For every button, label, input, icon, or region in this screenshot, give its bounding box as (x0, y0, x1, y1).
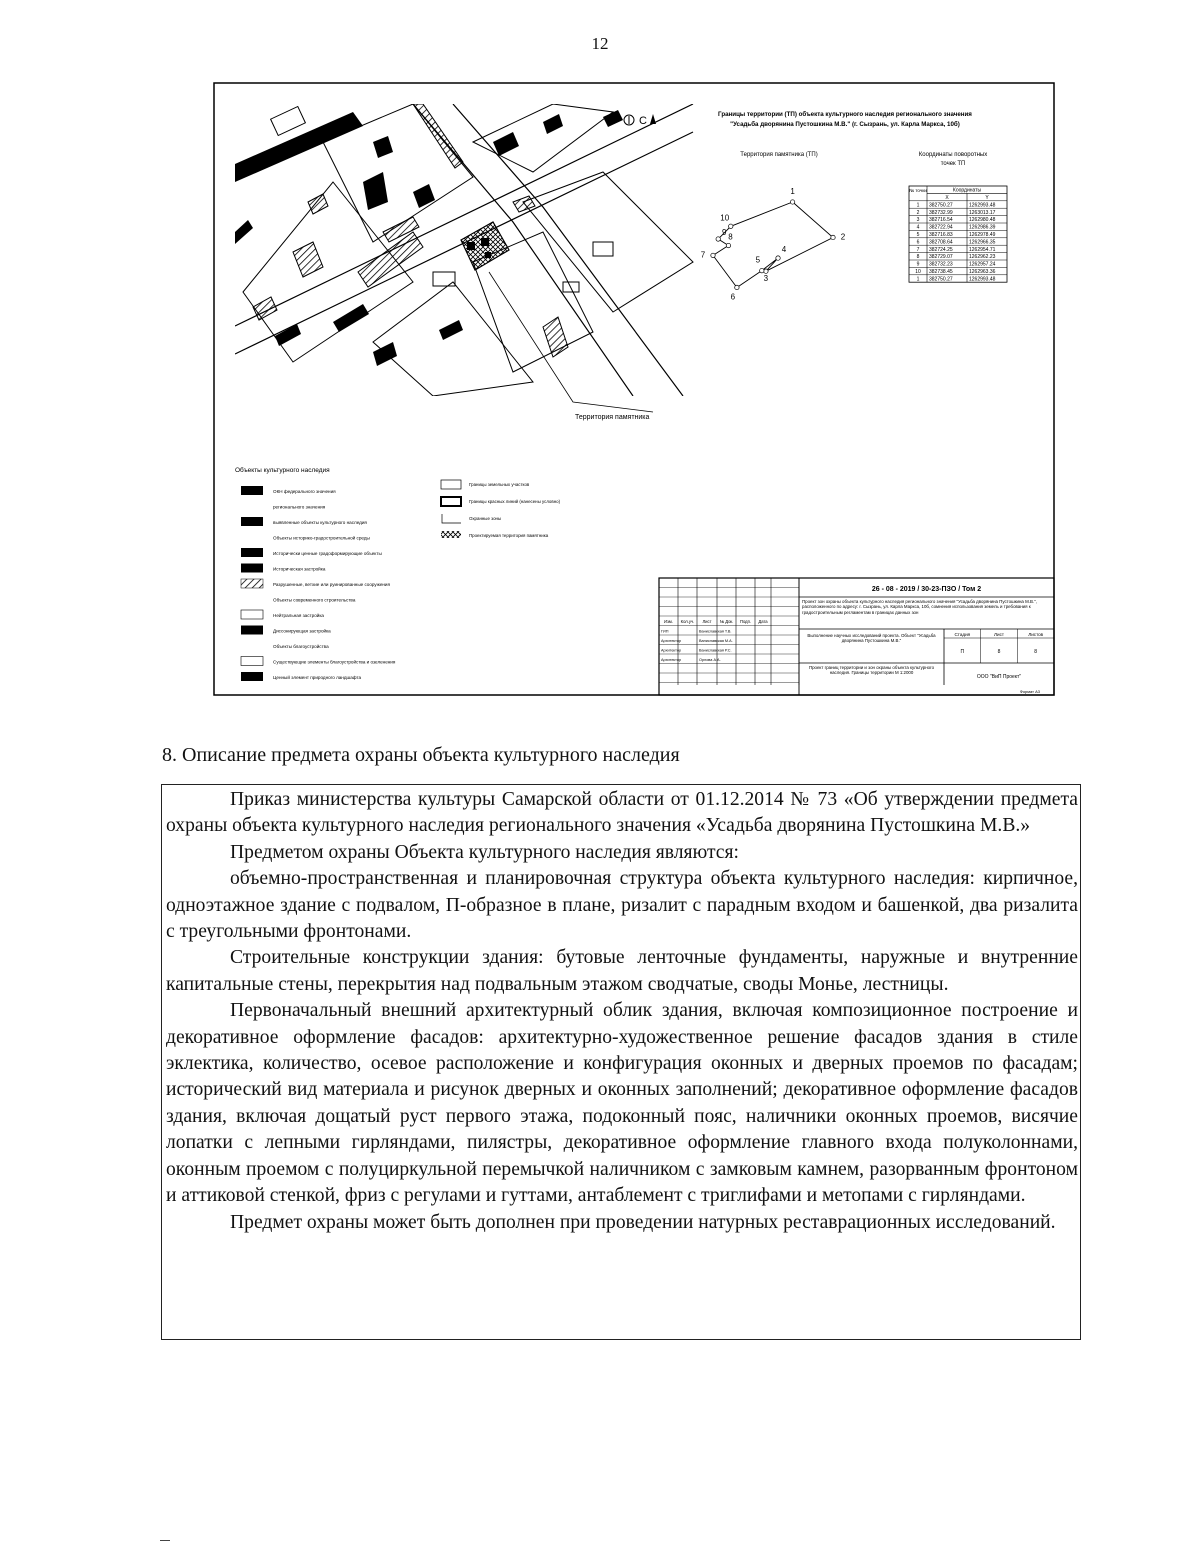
legend-label: Ценный элемент природного ландшафта (273, 675, 362, 680)
table-header-y: Y (985, 195, 989, 201)
table-header-x: X (945, 195, 949, 201)
legend-label: ОКН федерального значения (273, 489, 336, 494)
legend-swatch (441, 531, 461, 538)
stamp-sheet-title: Проект границ территории и зон охраны объекта культурного наследия. Границы территории М 1:2000 (808, 665, 935, 676)
stamp-header: Дата (758, 619, 768, 624)
legend-label: Охранные зоны (469, 516, 502, 521)
stamp-format: Формат А3 (1019, 689, 1040, 694)
stamp-header: № Док. (719, 619, 734, 624)
stamp-header: Подп. (739, 619, 752, 624)
boundary-point (831, 235, 835, 239)
table-cell: 1 (916, 202, 920, 209)
boundary-point-label: 4 (781, 245, 787, 255)
table-header-coords: Координаты (952, 187, 982, 194)
table-cell: 382716.83 (929, 232, 953, 238)
boundary-point-label: 1 (790, 187, 795, 196)
stamp-role: ГИП (661, 629, 669, 634)
stamp-stage-value: 8 (997, 649, 1001, 655)
table-cell: 1262957.24 (969, 261, 996, 268)
stamp-role: Архитектор (661, 639, 682, 643)
legend-label: Границы земельных участков (469, 482, 530, 487)
stamp-code: 26 - 08 - 2019 / 30-23-ПЗО / Том 2 (871, 586, 982, 593)
table-cell: 7 (916, 246, 920, 253)
table-cell: 382708.64 (929, 239, 953, 246)
table-cell: 10 (915, 269, 921, 275)
legend-swatch (241, 486, 263, 495)
table-cell: 1 (916, 276, 920, 283)
boundary-point (776, 256, 780, 260)
boundary-point (735, 285, 739, 289)
page-number: 12 (591, 34, 609, 53)
boundary-point-label: 8 (728, 232, 733, 242)
stamp-role: Архитектор (661, 658, 682, 662)
legend-swatch (241, 579, 263, 588)
paragraph-subject-intro: Предметом охраны Объекта культурного наследия являются: (230, 841, 739, 863)
stamp-header: Кол.уч. (680, 619, 695, 624)
table-cell: 4 (916, 224, 920, 231)
stamp-company: ООО "ВиП Проект" (976, 674, 1022, 680)
boundary-point (716, 237, 720, 241)
section-heading: 8. Описание предмета охраны объекта культурного наследия (162, 744, 680, 766)
table-cell: 382724.25 (929, 246, 953, 253)
stamp-stage-header: Стадия (954, 632, 971, 637)
table-cell: 1262993.48 (969, 276, 996, 283)
territory-scheme-label: Территория памятника (ТП) (740, 152, 818, 158)
boundary-point (790, 200, 794, 204)
table-cell: 2 (916, 209, 920, 216)
paragraph-constructions: Строительные конструкции здания: бутовые ленточные фундаменты, наружные и внутренние капитальные стены, перекрытия над подвальным этажом сводчатые, своды Монье, лестницы. (166, 947, 1078, 995)
table-cell: 1262962.23 (969, 254, 996, 261)
stamp-stage-value: П (960, 649, 965, 655)
stamp-stage-header: Лист (994, 632, 1004, 637)
boundary-point-label: 5 (755, 255, 761, 265)
legend-label: Разрушенные, ветхие или руинированные сооружения (273, 582, 390, 587)
table-cell: 9 (916, 261, 920, 268)
paragraph-structure: объемно-пространственная и планировочная структура объекта культурного наследия: кирпичное, одноэтажное здание с подвалом, П-образное в плане, ризалит с парадным входом и башенкой, два ризалита с треугольными фронтонами. (166, 868, 1078, 943)
boundary-point-label: 6 (730, 292, 736, 302)
legend-label: Объекты современного строительства (273, 597, 356, 603)
table-cell: 1262978.49 (969, 232, 996, 238)
legend-label: Объекты историко-градостроительной среды (273, 535, 370, 541)
table-cell: 382722.94 (929, 224, 953, 231)
table-cell: 1263013.17 (969, 209, 996, 216)
stamp-role: Архитектор (661, 648, 682, 653)
site-plan-drawing (213, 82, 1055, 696)
boundary-point (711, 253, 715, 257)
legend-swatch (241, 517, 263, 526)
stamp-header: Изм. (664, 619, 673, 624)
territory-callout-label: Территория памятника (575, 414, 650, 421)
legend-title: Объекты культурного наследия (235, 467, 330, 474)
table-cell: 382750.27 (929, 276, 953, 283)
boundary-point-label: 10 (720, 213, 730, 223)
stamp-person: Орлова А.А. (699, 658, 721, 662)
stamp-work-title: Выполнение научных исследований проекта. Объект "Усадьба дворянина Пустошкина М.В." (807, 633, 936, 644)
legend-label: Проектируемая территория памятника (469, 533, 549, 538)
boundary-point (729, 224, 733, 228)
boundary-point (764, 269, 768, 273)
boundary-point-label: 9 (721, 228, 727, 238)
table-cell: 382732.99 (929, 209, 953, 216)
legend-swatch (241, 672, 263, 681)
legend-label: выявленные объекты культурного наследия (273, 520, 367, 525)
legend-label: регионального значения (273, 504, 326, 510)
north-arrow-label: С (639, 115, 647, 127)
stamp-stage-value: 8 (1034, 649, 1038, 655)
stamp-header: Лист (702, 619, 712, 624)
table-cell: 8 (916, 254, 920, 261)
table-cell: 382716.54 (929, 217, 953, 224)
table-cell: 382750.27 (929, 202, 953, 209)
legend-label: Границы красных линий (нанесены условно) (469, 499, 561, 504)
table-header-point: № точки (909, 188, 927, 193)
legend-swatch (241, 564, 263, 573)
table-cell: 5 (916, 232, 920, 238)
table-cell: 382729.07 (929, 254, 953, 261)
coords-label-line2: точек ТП (940, 161, 966, 167)
boundary-point-label: 7 (700, 250, 706, 260)
paragraph-supplement: Предмет охраны может быть дополнен при проведении натурных реставрационных исследований. (230, 1211, 1056, 1233)
table-cell: 382738.45 (929, 269, 953, 275)
protection-subject-box (161, 784, 1081, 1340)
table-cell: 1262986.39 (969, 224, 996, 231)
legend-label: Существующие элементы благоустройства и озеленения (273, 659, 396, 665)
legend-label: Диссонирующая застройка (273, 628, 331, 634)
boundary-point (726, 243, 730, 247)
table-cell: 1262966.35 (969, 239, 996, 246)
legend-swatch (241, 548, 263, 557)
boundary-point (760, 268, 764, 272)
table-cell: 3 (916, 217, 920, 224)
table-cell: 1262980.48 (969, 217, 996, 224)
stamp-stage-header: Листов (1028, 632, 1044, 637)
boundary-point-label: 2 (840, 232, 846, 242)
legend-label: Нейтральная застройка (273, 613, 324, 618)
stamp-project: Проект зон охраны объекта культурного наследия регионального значения "Усадьба дворянина Пустошкина М.В.", расположенного по адресу: г. Сызрань, ул. Карла Маркса, 10б, сомнения использования земель и требования к градостроительным регламентам в границах данных зон (802, 599, 1037, 615)
table-cell: 1262954.71 (969, 246, 996, 253)
footer-mark (160, 1540, 170, 1541)
drawing-title-line2: "Усадьба дворянина Пустошкина М.В." (г. Сызрань, ул. Карла Маркса, 10б) (730, 121, 960, 128)
table-cell: 1262963.36 (969, 269, 996, 275)
stamp-person: Ваниславская М.А. (699, 639, 733, 643)
legend-label: Исторически ценные градоформирующие объекты (273, 551, 382, 556)
drawing-title-line1: Границы территории (ТП) объекта культурного наследия регионального значения (718, 111, 972, 118)
table-cell: 382732.23 (929, 261, 953, 268)
paragraph-appearance: Первоначальный внешний архитектурный облик здания, включая композиционное построение и декоративное оформление фасадов: архитектурно-художественное решение фасадов здания в стиле эклектика, количество, осевое расположение и конфигурация оконных и дверных проемов по фасадам; исторический вид материала и рисунок дверных и оконных заполнений; декоративное оформление фасадов здания, включая дощатый руст первого этажа, подоконный пояс, наличники оконных проемов, висячие лопатки с лепными гирляндами, пилястры, декоративное оформление главного входа полуколоннами, оконным проемом с полуциркульной перемычкой наличником с замковым камнем, разорванным фронтоном и аттиковой стенкой, фриз с регулами и гуттами, антаблемент с триглифами и метопами с гирляндами. (166, 1000, 1078, 1207)
coords-label-line1: Координаты поворотных (918, 152, 988, 158)
legend-label: Историческая застройка (273, 566, 326, 572)
stamp-person: Ваниславская Т.В. (699, 629, 732, 634)
table-cell: 1262993.48 (969, 202, 996, 209)
table-cell: 6 (916, 239, 920, 246)
legend-swatch (241, 626, 263, 635)
paragraph-order: Приказ министерства культуры Самарской области от 01.12.2014 № 73 «Об утверждении предмета охраны объекта культурного наследия регионального значения «Усадьба дворянина Пустошкина М.В.» (166, 789, 1078, 837)
legend-label: Объекты благоустройства (273, 644, 329, 649)
stamp-person: Ваниславская Р.С. (699, 648, 732, 653)
boundary-point-label: 3 (763, 274, 769, 284)
